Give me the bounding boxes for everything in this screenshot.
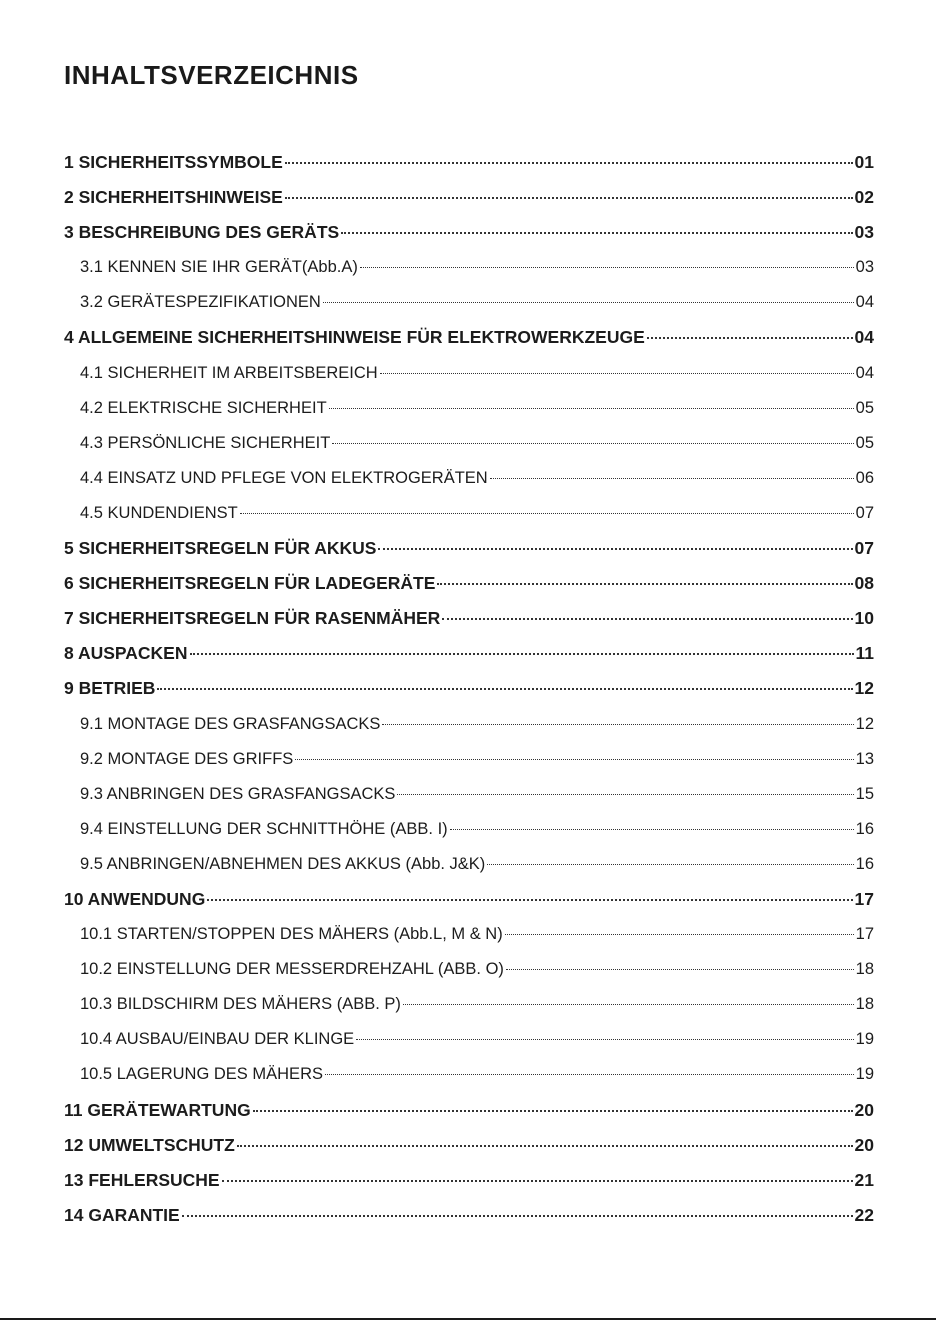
page-title: INHALTSVERZEICHNIS bbox=[64, 60, 359, 90]
toc-entry-section[interactable] bbox=[64, 777, 874, 812]
toc-entry-label: 9 BETRIEB bbox=[64, 678, 156, 699]
toc-entry-label: 5 SICHERHEITSREGELN FÜR AKKUS bbox=[64, 538, 377, 559]
toc-entry-section[interactable] bbox=[64, 426, 874, 461]
toc-entry-section[interactable] bbox=[64, 847, 874, 882]
toc-dot-leader bbox=[506, 969, 854, 970]
toc-entry-label: 10.5 LAGERUNG DES MÄHERS bbox=[80, 1065, 323, 1084]
toc-dot-leader bbox=[190, 653, 854, 655]
toc-page-number: 04 bbox=[855, 363, 874, 382]
toc-entry-chapter[interactable] bbox=[64, 601, 874, 636]
toc-entry-section[interactable] bbox=[64, 987, 874, 1022]
toc-entry-label: 11 GERÄTEWARTUNG bbox=[64, 1099, 251, 1120]
toc-entry-label: 9.1 MONTAGE DES GRASFANGSACKS bbox=[80, 714, 381, 733]
toc-dot-leader bbox=[222, 1180, 853, 1182]
toc-entry-section[interactable] bbox=[64, 285, 874, 320]
toc-entry-label: 4 ALLGEMEINE SICHERHEITSHINWEISE FÜR ELEKTROWERKZEUGE bbox=[64, 327, 645, 348]
toc-entry-chapter[interactable] bbox=[64, 636, 874, 671]
toc-dot-leader bbox=[285, 162, 853, 164]
toc-dot-leader bbox=[240, 513, 854, 514]
toc-dot-leader bbox=[378, 548, 852, 550]
toc-dot-leader bbox=[325, 1074, 854, 1075]
toc-entry-label: 4.2 ELEKTRISCHE SICHERHEIT bbox=[80, 398, 327, 417]
toc-entry-section[interactable] bbox=[64, 742, 874, 777]
toc-dot-leader bbox=[647, 337, 853, 339]
toc-entry-chapter[interactable] bbox=[64, 1093, 874, 1128]
toc-dot-leader bbox=[356, 1039, 853, 1040]
toc-page-number: 19 bbox=[855, 1030, 874, 1049]
toc-dot-leader bbox=[332, 443, 853, 444]
toc-entry-section[interactable] bbox=[64, 391, 874, 426]
toc-entry-section[interactable] bbox=[64, 1057, 874, 1092]
toc-dot-leader bbox=[285, 197, 853, 199]
toc-page-number: 20 bbox=[854, 1099, 874, 1120]
toc-page-number: 08 bbox=[854, 573, 874, 594]
toc-entry-label: 3 BESCHREIBUNG DES GERÄTS bbox=[64, 222, 340, 243]
toc-dot-leader bbox=[341, 232, 852, 234]
toc-dot-leader bbox=[207, 899, 852, 901]
toc-entry-label: 8 AUSPACKEN bbox=[64, 643, 188, 664]
toc-entry-label: 7 SICHERHEITSREGELN FÜR RASENMÄHER bbox=[64, 608, 441, 629]
toc-entry-chapter[interactable] bbox=[64, 180, 874, 215]
toc-dot-leader bbox=[182, 1215, 853, 1217]
toc-entry-section[interactable] bbox=[64, 496, 874, 531]
toc-entry-section[interactable] bbox=[64, 1022, 874, 1057]
toc-page-number: 18 bbox=[855, 995, 874, 1014]
toc-dot-leader bbox=[360, 267, 854, 268]
toc-entry-label: 10.2 EINSTELLUNG DER MESSERDREHZAHL (ABB. O) bbox=[80, 960, 504, 979]
toc-page-number: 13 bbox=[855, 749, 874, 768]
toc-entry-chapter[interactable] bbox=[64, 1163, 874, 1198]
toc-dot-leader bbox=[323, 302, 854, 303]
toc-page-number: 01 bbox=[854, 152, 874, 172]
toc-entry-section[interactable] bbox=[64, 707, 874, 742]
toc-page-number: 04 bbox=[855, 293, 874, 312]
toc-dot-leader bbox=[380, 373, 854, 374]
toc-page-number: 02 bbox=[854, 187, 874, 208]
toc-entry-label: 9.2 MONTAGE DES GRIFFS bbox=[80, 749, 294, 768]
toc-entry-label: 4.3 PERSÖNLICHE SICHERHEIT bbox=[80, 433, 331, 452]
toc-entry-chapter[interactable] bbox=[64, 215, 874, 250]
toc-page-number: 17 bbox=[855, 925, 874, 944]
toc-entry-label: 14 GARANTIE bbox=[64, 1204, 180, 1225]
toc-page-number: 10 bbox=[854, 608, 874, 629]
toc-entry-section[interactable] bbox=[64, 461, 874, 496]
toc-dot-leader bbox=[505, 934, 854, 935]
toc-page-number: 07 bbox=[854, 538, 874, 559]
toc-dot-leader bbox=[450, 829, 854, 830]
toc-dot-leader bbox=[329, 408, 854, 409]
toc-page-number: 07 bbox=[855, 503, 874, 522]
toc-entry-chapter[interactable] bbox=[64, 671, 874, 706]
toc-page-number: 12 bbox=[854, 678, 874, 699]
toc-page-number: 21 bbox=[854, 1169, 874, 1190]
toc-entry-label: 1 SICHERHEITSSYMBOLE bbox=[64, 152, 283, 172]
toc-dot-leader bbox=[382, 724, 853, 725]
toc-page-number: 16 bbox=[855, 854, 874, 873]
toc-entry-section[interactable] bbox=[64, 356, 874, 391]
toc-page-number: 17 bbox=[854, 888, 874, 909]
toc-entry-chapter[interactable] bbox=[64, 531, 874, 566]
toc-entry-section[interactable] bbox=[64, 952, 874, 987]
toc-entry-section[interactable] bbox=[64, 250, 874, 285]
toc-entry-section[interactable] bbox=[64, 917, 874, 952]
page-bottom-rule bbox=[0, 1318, 936, 1320]
toc-dot-leader bbox=[397, 794, 853, 795]
toc-entry-chapter[interactable] bbox=[64, 1128, 874, 1163]
toc-entry-chapter[interactable] bbox=[64, 566, 874, 601]
toc-dot-leader bbox=[403, 1004, 854, 1005]
toc-page-number: 18 bbox=[855, 960, 874, 979]
toc-page-number: 20 bbox=[854, 1134, 874, 1155]
toc-entry-chapter[interactable] bbox=[64, 145, 874, 180]
toc-entry-section[interactable] bbox=[64, 812, 874, 847]
toc-entry-chapter[interactable] bbox=[64, 1198, 874, 1233]
toc-page-number: 05 bbox=[855, 398, 874, 417]
toc-entry-chapter[interactable] bbox=[64, 882, 874, 917]
toc-page-number: 03 bbox=[854, 222, 874, 243]
toc-dot-leader bbox=[237, 1145, 853, 1147]
toc-page-number: 19 bbox=[855, 1065, 874, 1084]
toc-page-number: 22 bbox=[854, 1204, 874, 1225]
toc-entry-label: 12 UMWELTSCHUTZ bbox=[64, 1134, 235, 1155]
toc-page-number: 06 bbox=[855, 468, 874, 487]
toc-entry-label: 3.2 GERÄTESPEZIFIKATIONEN bbox=[80, 293, 321, 312]
toc-entry-label: 13 FEHLERSUCHE bbox=[64, 1169, 220, 1190]
toc-page-number: 16 bbox=[855, 819, 874, 838]
toc-dot-leader bbox=[295, 759, 853, 760]
toc-entry-label: 10.3 BILDSCHIRM DES MÄHERS (ABB. P) bbox=[80, 995, 401, 1014]
toc-entry-label: 9.5 ANBRINGEN/ABNEHMEN DES AKKUS (Abb. J&K) bbox=[80, 854, 486, 873]
toc-page-number: 15 bbox=[855, 784, 874, 803]
toc-entry-label: 9.4 EINSTELLUNG DER SCHNITTHÖHE (ABB. I) bbox=[80, 819, 448, 838]
toc-page-number: 03 bbox=[855, 258, 874, 277]
toc-dot-leader bbox=[442, 618, 852, 620]
toc-dot-leader bbox=[487, 864, 853, 865]
toc-entry-label: 4.1 SICHERHEIT IM ARBEITSBEREICH bbox=[80, 363, 378, 382]
toc-entry-label: 2 SICHERHEITSHINWEISE bbox=[64, 187, 283, 208]
toc-entry-chapter[interactable] bbox=[64, 320, 874, 355]
toc-entry-label: 9.3 ANBRINGEN DES GRASFANGSACKS bbox=[80, 784, 396, 803]
toc-dot-leader bbox=[437, 583, 852, 585]
toc-entry-label: 3.1 KENNEN SIE IHR GERÄT(Abb.A) bbox=[80, 258, 358, 277]
toc-page-number: 11 bbox=[855, 643, 874, 664]
toc-page-number: 05 bbox=[855, 433, 874, 452]
toc-entry-label: 4.5 KUNDENDIENST bbox=[80, 503, 238, 522]
toc-entry-label: 6 SICHERHEITSREGELN FÜR LADEGERÄTE bbox=[64, 573, 436, 594]
toc-dot-leader bbox=[253, 1110, 853, 1112]
toc-dot-leader bbox=[157, 688, 852, 690]
table-of-contents bbox=[64, 145, 874, 1233]
toc-entry-label: 4.4 EINSATZ UND PFLEGE VON ELEKTROGERÄTEN bbox=[80, 468, 488, 487]
toc-entry-label: 10.1 STARTEN/STOPPEN DES MÄHERS (Abb.L, M & N) bbox=[80, 925, 503, 944]
toc-dot-leader bbox=[490, 478, 854, 479]
toc-entry-label: 10 ANWENDUNG bbox=[64, 888, 206, 909]
toc-page-number: 04 bbox=[854, 327, 874, 348]
toc-entry-label: 10.4 AUSBAU/EINBAU DER KLINGE bbox=[80, 1030, 355, 1049]
toc-page-number: 12 bbox=[855, 714, 874, 733]
